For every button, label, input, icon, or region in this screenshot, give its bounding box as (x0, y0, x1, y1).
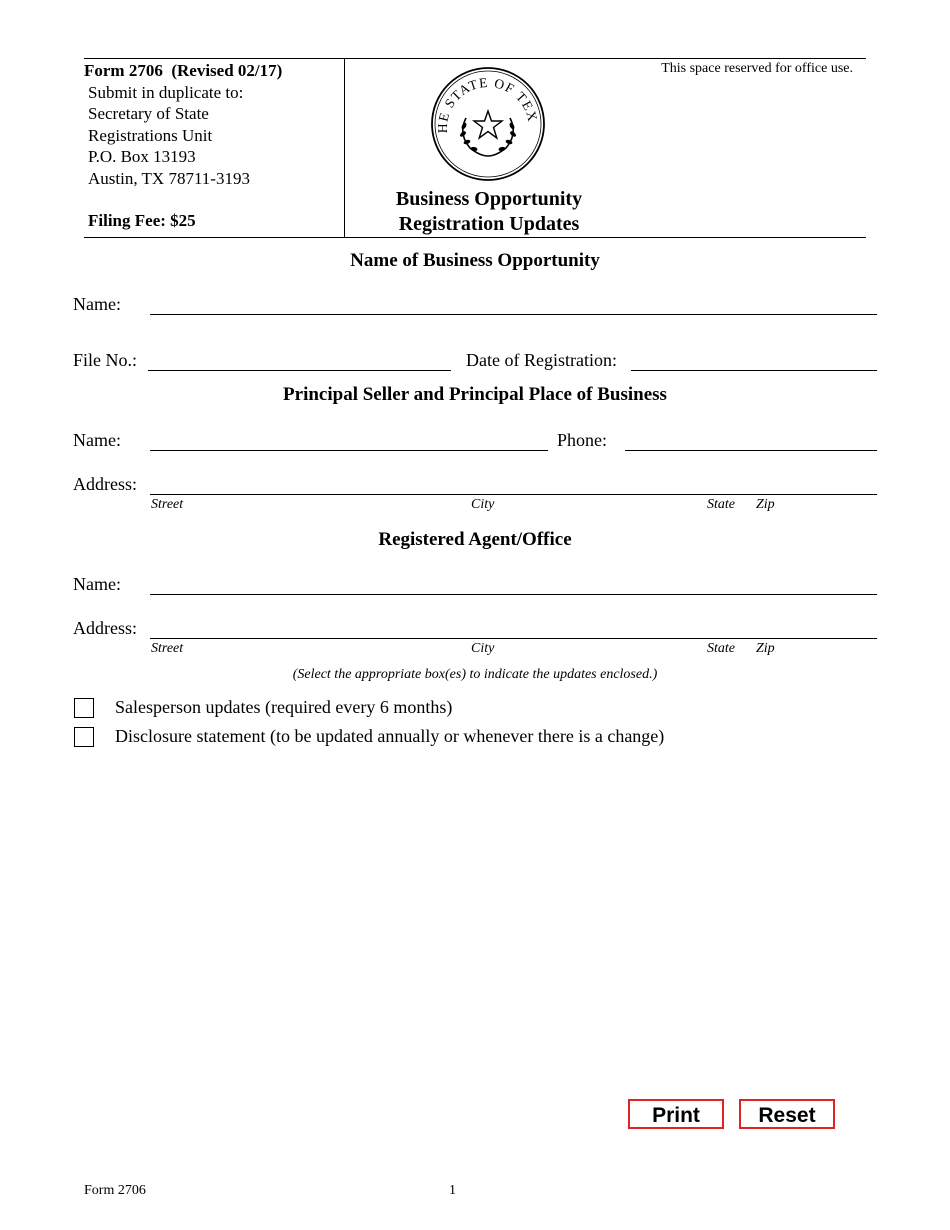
revised-date: (Revised 02/17) (171, 61, 283, 80)
registration-date-label: Date of Registration: (466, 350, 617, 370)
agent-name-label: Name: (73, 574, 121, 594)
header-bottom-rule (84, 237, 866, 238)
svg-text:THE STATE OF TEXAS: HE STATE OF TEX (434, 74, 541, 134)
seller-address-label: Address: (73, 474, 137, 494)
seller-name-label: Name: (73, 430, 121, 450)
seller-street-hint: Street (151, 497, 184, 512)
address-line: Secretary of State (88, 104, 209, 123)
submission-info (84, 60, 344, 232)
salesperson-updates-checkbox[interactable] (74, 698, 94, 718)
agent-name-input[interactable] (150, 572, 877, 595)
form-title (344, 187, 634, 237)
disclosure-statement-checkbox[interactable] (74, 727, 94, 747)
address-line: Registrations Unit (88, 125, 213, 145)
section-business-opportunity-title: Name of Business Opportunity (350, 250, 600, 271)
form-number: Form 2706 (84, 61, 163, 80)
address-line: Austin, TX 78711-3193 (88, 168, 250, 188)
seller-phone-label: Phone: (557, 430, 608, 450)
submit-line: Submit in duplicate to: (88, 82, 244, 102)
disclosure-statement-label: Disclosure statement (to be updated annually or whenever there is a change) (115, 726, 665, 746)
filing-fee: Filing Fee: $25 (88, 211, 196, 230)
section-principal-seller-title: Principal Seller and Principal Place of Business (283, 384, 667, 405)
agent-address-input[interactable] (150, 616, 877, 639)
updates-instruction: (Select the appropriate box(es) to indicate the updates enclosed.) (292, 667, 658, 682)
office-use-note: This space reserved for office use. (661, 61, 853, 76)
section-registered-agent-title: Registered Agent/Office (378, 529, 572, 550)
texas-seal (430, 66, 546, 182)
reset-button[interactable]: Reset (739, 1099, 835, 1129)
seller-state-hint: State (707, 497, 735, 512)
business-name-input[interactable] (150, 292, 877, 315)
registration-date-input[interactable] (631, 348, 877, 371)
seller-name-input[interactable] (150, 428, 548, 451)
agent-city-hint: City (471, 641, 495, 656)
agent-state-hint: State (707, 641, 735, 656)
salesperson-updates-label: Salesperson updates (required every 6 months) (115, 697, 453, 717)
footer-form-number: Form 2706 (84, 1183, 146, 1198)
print-button[interactable]: Print (628, 1099, 724, 1129)
agent-address-label: Address: (73, 618, 137, 638)
page-number: 1 (449, 1183, 456, 1198)
seller-city-hint: City (471, 497, 495, 512)
form-revision (84, 60, 344, 82)
agent-zip-hint: Zip (756, 641, 775, 656)
business-name-label: Name: (73, 294, 121, 314)
header-top-rule (84, 58, 866, 59)
agent-street-hint: Street (151, 641, 184, 656)
form-title-line2: Registration Updates (398, 213, 580, 235)
address-line: P.O. Box 13193 (88, 147, 196, 166)
seller-phone-input[interactable] (625, 428, 877, 451)
seller-address-input[interactable] (150, 472, 877, 495)
file-number-input[interactable] (148, 348, 451, 371)
file-number-label: File No.: (73, 350, 138, 370)
form-title-line1: Business Opportunity (395, 188, 583, 210)
seller-zip-hint: Zip (756, 497, 775, 512)
